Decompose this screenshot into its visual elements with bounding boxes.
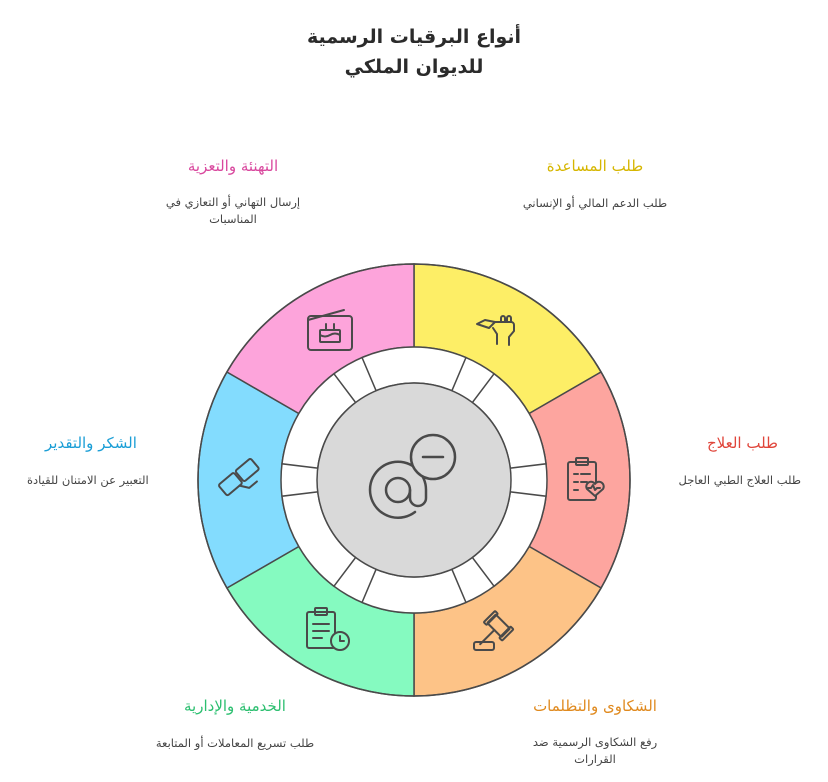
label-treatment-description: طلب العلاج الطبي العاجل xyxy=(678,473,801,487)
label-thanks-title: الشكر والتقدير xyxy=(45,434,137,452)
label-services-title: الخدمية والإدارية xyxy=(184,697,286,715)
label-congratulations-description-line2: المناسبات xyxy=(209,212,257,226)
label-assistance-title: طلب المساعدة xyxy=(546,157,644,175)
diagram-title-line1: أنواع البرقيات الرسمية xyxy=(306,26,522,48)
center-hub xyxy=(317,383,511,577)
label-assistance-description: طلب الدعم المالي أو الإنساني xyxy=(522,196,668,210)
label-congratulations-description-line1: إرسال التهاني أو التعازي في xyxy=(165,195,301,209)
label-complaints-description-line2: القرارات xyxy=(574,752,616,766)
label-thanks-description: التعبير عن الامتنان للقيادة xyxy=(27,473,149,487)
label-treatment-title: طلب العلاج xyxy=(706,434,778,452)
label-complaints-description-line1: رفع الشكاوى الرسمية ضد xyxy=(532,735,658,749)
label-congratulations-title: التهنئة والتعزية xyxy=(187,157,279,175)
diagram-title-line2: للديوان الملكي xyxy=(344,56,484,78)
label-services-description: طلب تسريع المعاملات أو المتابعة xyxy=(155,736,315,750)
label-complaints-title: الشكاوى والتظلمات xyxy=(533,697,657,715)
